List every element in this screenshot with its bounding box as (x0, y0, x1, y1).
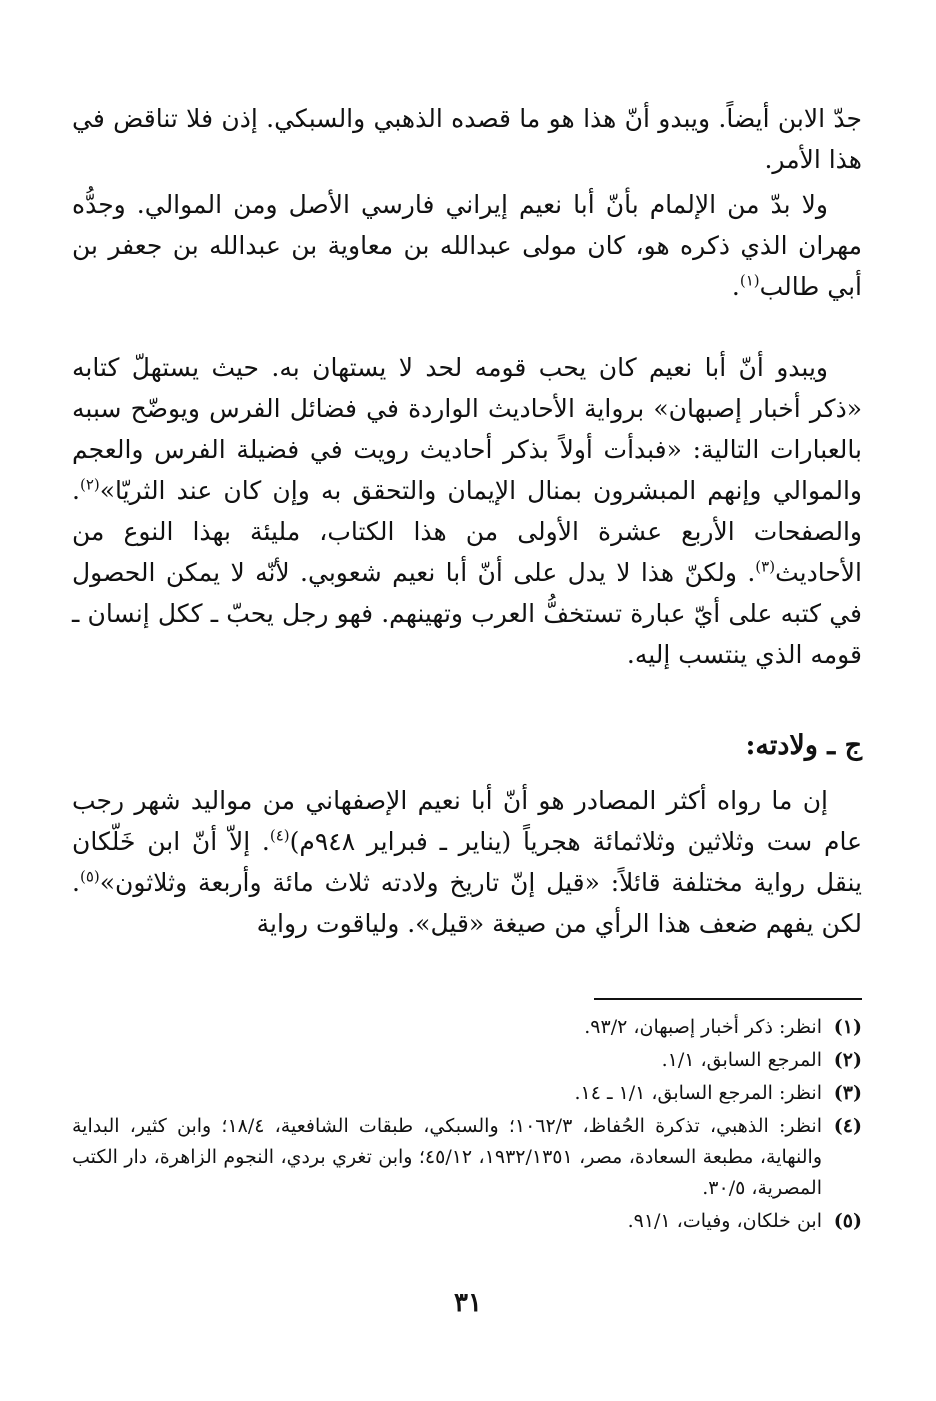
paragraph-4-text-b: . إلاّ أنّ ابن خَلّكان ينقل رواية مختلفة قائلاً: «قيل إنّ تاريخ ولادته ثلاث مائة وأربعة وثلاثون» (72, 827, 862, 897)
paragraph-2 (72, 184, 862, 307)
footnote-item (72, 1111, 862, 1204)
footnote-text: المرجع السابق، ١/١. (661, 1049, 822, 1071)
paragraph-2-end: . (731, 272, 740, 301)
paragraph-4-text-a: إن ما رواه أكثر المصادر هو أنّ أبا نعيم الإصفهاني من مواليد شهر رجب عام ست وثلاثين وثلاثمائة هجرياً (يناير ـ فبراير ٩٤٨م) (72, 786, 862, 856)
footnote-item (72, 1012, 862, 1043)
footnotes (72, 1012, 862, 1239)
footnote-number: (٣) (833, 1082, 862, 1104)
footnote-text: ابن خلكان، وفيات، ٩١/١. (627, 1210, 822, 1232)
footnote-ref-2[interactable]: (٢) (79, 475, 100, 494)
paragraph-2-text: ولا بدّ من الإلمام بأنّ أبا نعيم إيراني فارسي الأصل ومن الموالي. وجدُّه مهران الذي ذكره هو، كان مولى عبدالله بن معاوية بن عبدالله بن جعفر بن أبي طالب (72, 190, 862, 301)
paragraph-3-text-a: ويبدو أنّ أبا نعيم كان يحب قومه لحد لا يستهان به. حيث يستهلّ كتابه «ذكر أخبار إصبهان» برواية الأحاديث الواردة في فضائل الفرس ويوضّح سببه بالعبارات التالية: «فبدأت أولاً بذكر أحاديث رويت في فضيلة الفرس والعجم والموالي وإنهم المبشرون بمنال الإيمان والتحقق به وإن كان عند الثريّا» (72, 353, 862, 505)
paragraph-4-text-c: . لكن يفهم ضعف هذا الرأي من صيغة «قيل». ولياقوت رواية (72, 868, 862, 938)
paragraph-1 (72, 98, 862, 180)
footnote-text: انظر: ذكر أخبار إصبهان، ٩٣/٢. (584, 1016, 822, 1038)
footnote-ref-4[interactable]: (٤) (269, 826, 290, 845)
footnote-item (72, 1045, 862, 1076)
footnote-number: (٢) (833, 1049, 862, 1071)
footnote-ref-3[interactable]: (٣) (755, 557, 776, 576)
section-heading: ج ـ ولادته: (745, 730, 862, 761)
footnote-item (72, 1206, 862, 1237)
main-text (72, 98, 862, 944)
footnote-number: (١) (833, 1016, 862, 1038)
footnote-number: (٥) (833, 1210, 862, 1232)
paragraph-1-text: جدّ الابن أيضاً. ويبدو أنّ هذا هو ما قصده الذهبي والسبكي. إذن فلا تناقض في هذا الأمر. (72, 104, 862, 174)
footnote-text: انظر: الذهبي، تذكرة الحُفاظ، ١٠٦٢/٣؛ والسبكي، طبقات الشافعية، ١٨/٤؛ وابن كثير، البداية والنهاية، مطبعة السعادة، مصر، ١٩٣٢/١٣٥١، ٤٥/١٢؛ وابن تغري بردي، النجوم الزاهرة، دار الكتب المصرية، ٣٠/٥. (72, 1115, 823, 1199)
footnote-item (72, 1078, 862, 1109)
footnote-text: انظر: المرجع السابق، ١/١ ـ ١٤. (574, 1082, 822, 1104)
page-number: ٣١ (454, 1288, 482, 1318)
paragraph-4 (72, 780, 862, 944)
footnote-ref-5[interactable]: (٥) (79, 867, 100, 886)
paragraph-3-text-c: . ولكنّ هذا لا يدل على أنّ أبا نعيم شعوبي. لأنّه لا يمكن الحصول في كتبه على أيّ عبارة تستخفُّ العرب وتهينهم. فهو رجل يحبّ ـ ككل إنسان ـ قومه الذي ينتسب إليه. (72, 558, 862, 669)
paragraph-3-text-b: . والصفحات الأربع عشرة الأولى من هذا الكتاب، مليئة بهذا النوع من الأحاديث (72, 476, 862, 587)
footnote-number: (٤) (833, 1115, 862, 1137)
footnote-ref-1[interactable]: (١) (739, 271, 760, 290)
paragraph-3 (72, 347, 862, 675)
footnote-divider (594, 998, 862, 1000)
